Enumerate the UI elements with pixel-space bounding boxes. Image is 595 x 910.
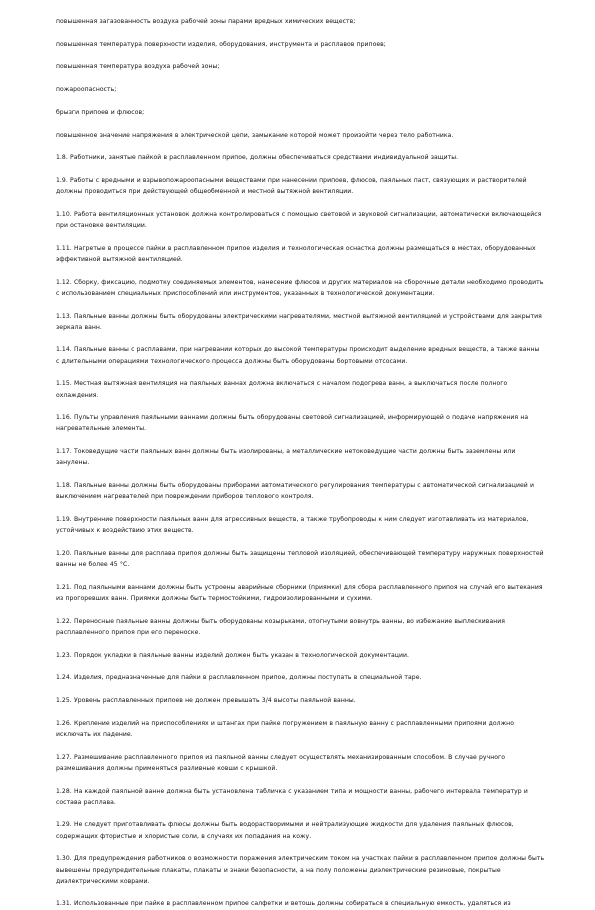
- paragraph: 1.8. Работники, занятые пайкой в расплавленном припое, должны обеспечиваться средствами индивидуальной защиты.: [56, 154, 459, 162]
- paragraph: 1.27. Размешивание расплавленного припоя из паяльной ванны следует осуществлять механизированным способом. В случае ручного размешивания должны применяться разливные ковши с крышкой.: [56, 753, 506, 772]
- paragraph: 1.18. Паяльные ванны должны быть оборудованы приборами автоматического регулирования температуры с автоматической сигнализацией и выключением нагревателей при повреждении приборов теплового контроля.: [56, 482, 534, 501]
- paragraph: 1.25. Уровень расплавленных припоев не должен превышать 3/4 высоты паяльной ванны.: [56, 697, 356, 705]
- paragraph: 1.28. На каждой паяльной ванне должна быть установлена табличка с указанием типа и мощности ванны, рабочего интервала температур и состава расплава.: [56, 787, 528, 806]
- paragraph: 1.17. Токоведущие части паяльных ванн должны быть изолированы, а металлические нетоковедущие части должны быть заземлены или занулены.: [56, 448, 516, 467]
- paragraph: 1.29. Не следует приготавливать флюсы должны быть водорастворимыми и нейтрализующие жидкости для удаления паяльных флюсов, содержащих фтористые и хлористые соли, в случаях их попадания на кожу.: [56, 821, 514, 840]
- list-item: повышенная температура воздуха рабочей зоны;: [56, 63, 220, 71]
- paragraph: 1.22. Переносные паяльные ванны должны быть оборудованы козырьками, отогнутыми вовнутрь ванны, во избежание выплескивания расплавленного припоя при его переноске.: [56, 617, 505, 636]
- paragraph: 1.14. Паяльные ванны с расплавами, при нагревании которых до высокой температуры происходит выделение вредных веществ, а также ванны с длительными операциями технологического процесса должны быть оборудованы бортовыми отсосами.: [56, 346, 540, 365]
- paragraph: 1.11. Нагретые в процессе пайки в расплавленном припое изделия и технологическая оснастка должны размещаться в местах, оборудованных эффективной вытяжной вентиляцией.: [56, 244, 536, 263]
- paragraph: 1.31. Использованные при пайке в расплавленном припое салфетки и ветошь должны собираться в специальную емкость, удаляться из: [56, 900, 511, 908]
- paragraph: 1.12. Сборку, фиксацию, подмотку соединяемых элементов, нанесение флюсов и других материалов на сборочные детали необходимо проводить с использованием специальных приспособлений или инструментов, указанных в технологической документации.: [56, 278, 544, 297]
- paragraph: 1.19. Внутренние поверхности паяльных ванн для агрессивных веществ, а также трубопроводы к ним следует изготавливать из материалов, устойчивых к воздействию этих веществ.: [56, 515, 529, 535]
- paragraph: 1.26. Крепление изделий на приспособлениях и штангах при пайке погружением в паяльную ванну с расплавленными припоями должно исключать их падение.: [56, 719, 514, 738]
- list-item: брызги припоев и флюсов;: [56, 108, 145, 116]
- paragraph: 1.16. Пульты управления паяльными ваннами должны быть оборудованы световой сигнализацией, информирующей о подаче напряжения на нагревательные элементы.: [56, 414, 529, 433]
- paragraph: 1.23. Порядок укладки в паяльные ванны изделий должен быть указан в технологической документации.: [56, 651, 409, 659]
- paragraph: 1.20. Паяльные ванны для расплава припоя должны быть защищены тепловой изоляцией, обеспечивающей температуру наружных поверхностей ванны не более 45 °C.: [56, 549, 544, 569]
- paragraph: 1.30. Для предупреждения работников о возможности поражения электрическим током на участках пайки в расплавленном припое должны быть вывешены предупредительные плакаты, плакаты и знаки безопасности, а на полу положены диэлектрические резиновые, покрытые диэлектрическими коврами.: [56, 855, 545, 885]
- list-item: повышенное значение напряжения в электрической цепи, замыкание которой может произойти через тело работника.: [56, 131, 454, 139]
- list-item: повышенная температура поверхности изделия, оборудования, инструмента и расплавов припоев;: [56, 40, 386, 48]
- paragraph: 1.13. Паяльные ванны должны быть оборудованы электрическими нагревателями, местной вытяжной вентиляцией и устройствами для закрытия зеркала ванн.: [56, 312, 542, 331]
- list-item: повышенная загазованность воздуха рабочей зоны парами вредных химических веществ;: [56, 18, 356, 25]
- paragraph: 1.15. Местная вытяжная вентиляция на паяльных ваннах должна включаться с началом подогрева ванн, а выключаться после полного охлаждения.: [56, 380, 508, 399]
- paragraph: 1.9. Работы с вредными и взрывопожароопасными веществами при нанесении припоев, флюсов, паяльных паст, связующих и растворителей должны проводиться при действующей общеобменной и местной вытяжной вентиляции.: [56, 176, 527, 196]
- paragraph: 1.21. Под паяльными ваннами должны быть устроены аварийные сборники (приямки) для сбора расплавленного припоя на случай его вытекания из прогоревших ванн. Приямки должны быть термостойкими, гидроизолированными и сухими.: [56, 583, 543, 602]
- paragraph: 1.24. Изделия, предназначенные для пайки в расплавленном припое, должны поступать в специальной таре.: [56, 674, 422, 682]
- list-item: пожароопасность;: [56, 86, 117, 94]
- paragraph: 1.10. Работа вентиляционных установок должна контролироваться с помощью световой и звуковой сигнализации, автоматически включающейся при остановке вентиляции.: [56, 210, 542, 230]
